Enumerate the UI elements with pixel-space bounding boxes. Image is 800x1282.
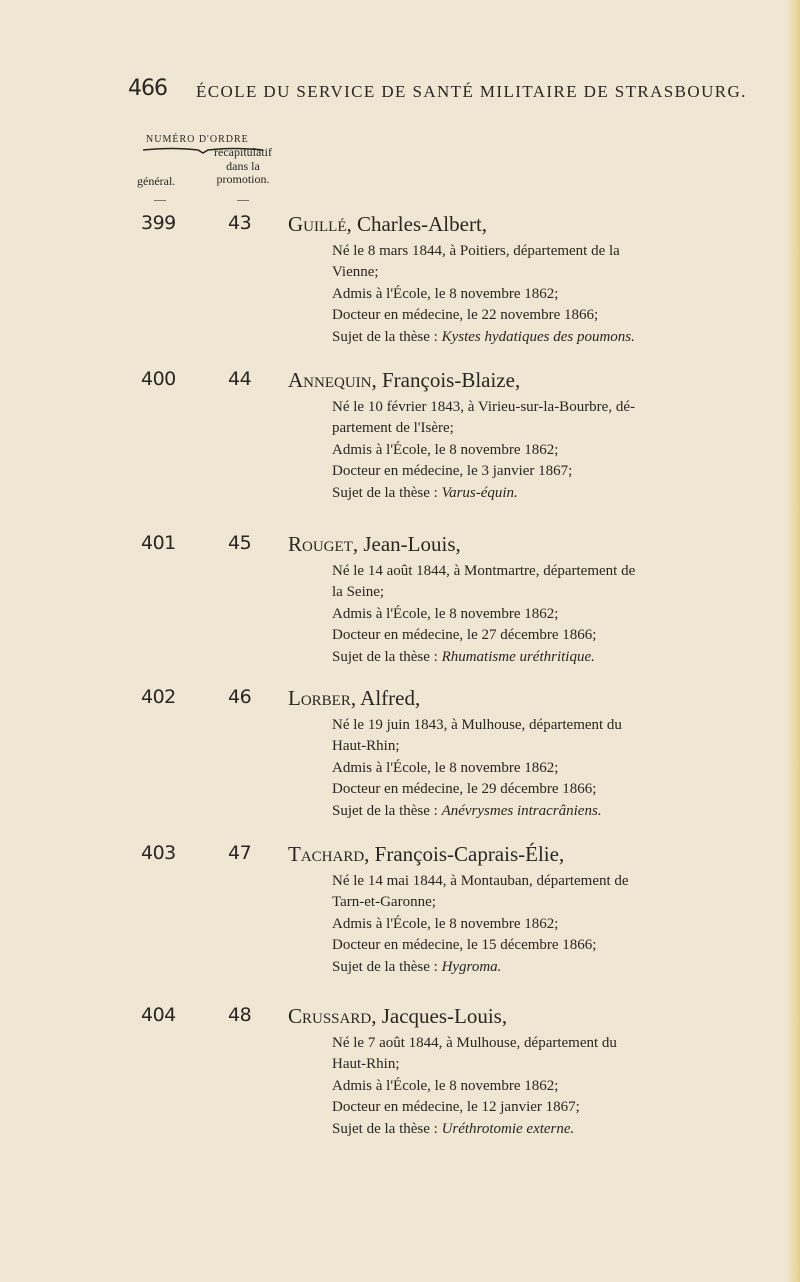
person-name: [288, 212, 487, 237]
person-name: [288, 1004, 507, 1029]
column-recap-label: récapitulatif dans la promotion.: [214, 145, 272, 186]
surname: Tachard: [288, 842, 365, 866]
given-names: , Jacques-Louis,: [371, 1004, 508, 1028]
surname: Lorber: [288, 686, 351, 710]
surname: Guillé: [288, 212, 347, 236]
thesis-title: Uréthrotomie externe.: [441, 1120, 575, 1137]
person-name: [288, 368, 520, 393]
birth-line: Né le 19 juin 1843, à Mulhouse, département du: [332, 717, 622, 733]
person-name: [288, 686, 420, 711]
recap-number: 44: [228, 368, 252, 390]
general-number: 399: [141, 212, 176, 234]
thesis-line: Sujet de la thèse : Uréthrotomie externe.: [332, 1120, 575, 1137]
column-general-dash: —: [154, 192, 166, 206]
doctorate-line: Docteur en médecine, le 22 novembre 1866;: [332, 307, 599, 324]
birth-line: Né le 7 août 1844, à Mulhouse, département du: [332, 1035, 617, 1051]
admission-line: Admis à l'École, le 8 novembre 1862;: [332, 441, 559, 458]
birth-line-cont: Haut-Rhin;: [332, 738, 400, 755]
surname: Rouget: [288, 532, 353, 556]
admission-line: Admis à l'École, le 8 novembre 1862;: [332, 1077, 559, 1094]
column-group-label: NUMÉRO D'ORDRE: [146, 134, 249, 145]
given-names: , François-Blaize,: [371, 368, 521, 392]
admission-line: Admis à l'École, le 8 novembre 1862;: [332, 915, 559, 932]
birth-line-cont: Vienne;: [332, 264, 379, 281]
recap-number: 48: [228, 1004, 252, 1026]
doctorate-line: Docteur en médecine, le 15 décembre 1866;: [332, 937, 597, 954]
thesis-line: Sujet de la thèse : Rhumatisme uréthritique.: [332, 648, 595, 665]
entry-details: [332, 561, 752, 668]
given-names: , François-Caprais-Élie,: [364, 842, 565, 866]
running-title: ÉCOLE DU SERVICE DE SANTÉ MILITAIRE DE STRASBOURG.: [196, 82, 747, 101]
recap-number: 46: [228, 686, 252, 708]
birth-line-cont: Tarn-et-Garonne;: [332, 894, 436, 911]
thesis-title: Anévrysmes intracrâniens.: [441, 802, 602, 819]
entry-details: [332, 1033, 752, 1140]
general-number: 401: [141, 532, 176, 554]
general-number: 404: [141, 1004, 176, 1026]
thesis-title: Kystes hydatiques des poumons.: [441, 328, 635, 345]
recap-number: 47: [228, 842, 252, 864]
birth-line-cont: Haut-Rhin;: [332, 1056, 400, 1073]
doctorate-line: Docteur en médecine, le 3 janvier 1867;: [332, 463, 573, 480]
doctorate-line: Docteur en médecine, le 12 janvier 1867;: [332, 1099, 580, 1116]
admission-line: Admis à l'École, le 8 novembre 1862;: [332, 285, 559, 302]
thesis-title: Rhumatisme uréthritique.: [441, 648, 595, 665]
thesis-line: Sujet de la thèse : Hygroma.: [332, 958, 502, 975]
general-number: 400: [141, 368, 176, 390]
person-name: [288, 842, 564, 867]
page-number: 466: [128, 76, 167, 101]
entry-details: [332, 715, 752, 822]
thesis-line: Sujet de la thèse : Anévrysmes intracrâniens.: [332, 802, 602, 819]
birth-line: Né le 8 mars 1844, à Poitiers, département de la: [332, 243, 620, 259]
recap-number: 43: [228, 212, 252, 234]
column-recap-dash: —: [237, 192, 249, 206]
given-names: , Jean-Louis,: [352, 532, 461, 556]
thesis-line: Sujet de la thèse : Kystes hydatiques des poumons.: [332, 328, 635, 345]
birth-line: Né le 10 février 1843, à Virieu-sur-la-Bourbre, dé-: [332, 399, 635, 415]
birth-line-cont: partement de l'Isère;: [332, 420, 454, 437]
admission-line: Admis à l'École, le 8 novembre 1862;: [332, 605, 559, 622]
surname: Annequin: [288, 368, 372, 392]
thesis-title: Varus-équin.: [441, 484, 518, 501]
general-number: 402: [141, 686, 176, 708]
entry-details: [332, 871, 752, 978]
doctorate-line: Docteur en médecine, le 27 décembre 1866;: [332, 627, 597, 644]
entry-details: [332, 397, 752, 504]
thesis-line: Sujet de la thèse : Varus-équin.: [332, 484, 518, 501]
birth-line: Né le 14 mai 1844, à Montauban, département de: [332, 873, 629, 889]
general-number: 403: [141, 842, 176, 864]
recap-number: 45: [228, 532, 252, 554]
birth-line: Né le 14 août 1844, à Montmartre, département de: [332, 563, 636, 579]
column-general-label: général.: [137, 174, 176, 188]
entry-details: [332, 241, 752, 348]
given-names: , Charles-Albert,: [346, 212, 488, 236]
given-names: , Alfred,: [350, 686, 421, 710]
page-edge: [786, 0, 800, 1282]
surname: Crussard: [288, 1004, 372, 1028]
birth-line-cont: la Seine;: [332, 584, 385, 601]
admission-line: Admis à l'École, le 8 novembre 1862;: [332, 759, 559, 776]
doctorate-line: Docteur en médecine, le 29 décembre 1866;: [332, 781, 597, 798]
thesis-title: Hygroma.: [441, 958, 502, 975]
person-name: [288, 532, 461, 557]
